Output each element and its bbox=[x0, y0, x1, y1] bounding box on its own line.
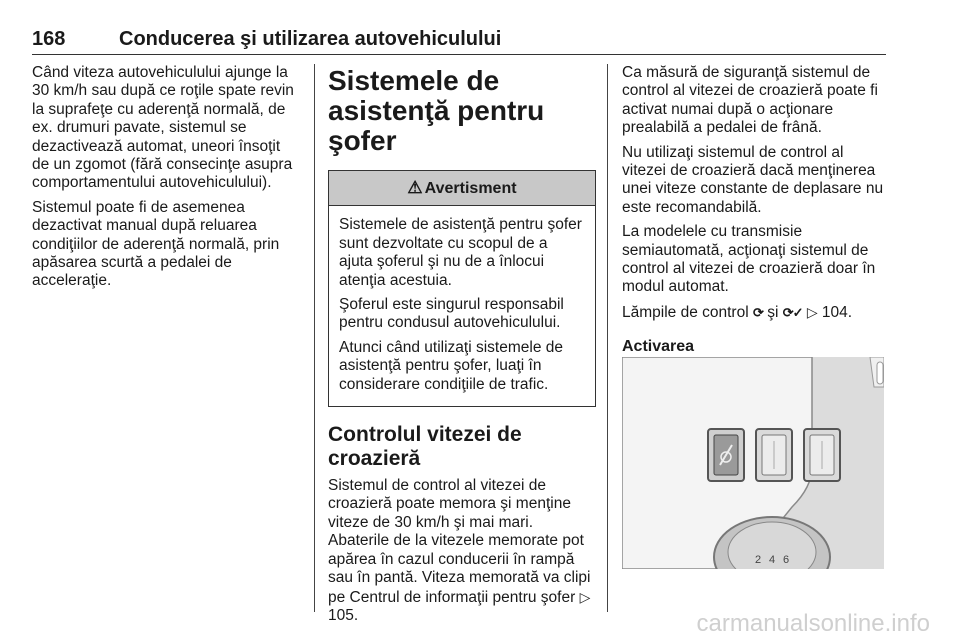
warning-triangle-icon: ⚠ bbox=[407, 178, 423, 197]
warning-paragraph: Sistemele de asistenţă pentru şofer sunt dezvoltate cu scopul de a ajuta şoferul şi nu de a înlocui atenţia acestuia. bbox=[339, 216, 582, 289]
conjunction: şi bbox=[767, 303, 779, 321]
gear-label: 2 bbox=[755, 554, 762, 566]
column-divider bbox=[607, 64, 608, 612]
watermark: carmanualsonline.info bbox=[696, 610, 930, 637]
paragraph bbox=[328, 532, 596, 625]
column-1 bbox=[32, 64, 300, 297]
cruise-control-lamp-icon: ⟳ bbox=[752, 304, 763, 320]
page-ref: 104. bbox=[821, 303, 853, 321]
section-title: Sistemele de asistenţă pentru şofer bbox=[328, 65, 545, 156]
dashboard-illustration bbox=[622, 357, 884, 569]
paragraph-text: Lămpile de control bbox=[622, 303, 749, 321]
page-header bbox=[32, 28, 886, 55]
switch-panel bbox=[708, 429, 840, 481]
warning-paragraph: Atunci când utilizaţi sistemele de asistenţă pentru şofer, luaţi în considerare condiţiile de trafic. bbox=[339, 338, 564, 393]
paragraph: Sistemul poate fi de asemenea dezactivat manual după reluarea condiţiilor de aderenţă normală, prin apăsarea scurtă a pedalei de acceleraţie. bbox=[32, 198, 280, 290]
subsection-title: Controlul vitezei de croazieră bbox=[328, 423, 522, 471]
warning-paragraph: Şoferul este singurul responsabil pentru condusul autovehiculului. bbox=[339, 296, 564, 332]
warning-title: Avertisment bbox=[424, 180, 517, 197]
paragraph-text: Abaterile de la vitezele memorate pot apărea în cazul conducerii în rampă sau în pantă. Viteza memorată va clipi pe Centrul de informaţii pentru şofer bbox=[328, 532, 591, 606]
paragraph: Nu utilizaţi sistemul de control al vitezei de croazieră dacă menţinerea unei viteze constante de deplasare nu este recomandabilă. bbox=[622, 143, 884, 216]
column-2 bbox=[328, 64, 596, 625]
warning-body bbox=[329, 206, 595, 406]
page-ref: 105. bbox=[328, 606, 359, 624]
subheading: Activarea bbox=[622, 338, 695, 356]
warning-box bbox=[328, 170, 596, 407]
dashboard-switches-figure bbox=[622, 357, 884, 569]
paragraph bbox=[622, 303, 888, 322]
paragraph: Sistemul de control al vitezei de croazieră poate memora şi menţine viteze de 30 km/h şi mai mari. bbox=[328, 477, 571, 531]
paragraph: Când viteza autovehiculului ajunge la 30 km/h sau după ce roţile spate revin la suprafeţe cu aderenţă normală, de ex. drumuri pavate, sistemul se dezactivează automat, uneori însoţit de un zgomot (fără consecinţe asupra comportamentului autovehiculului). bbox=[32, 64, 294, 192]
page-ref-icon: ▷ bbox=[806, 303, 818, 320]
gear-label: 4 bbox=[769, 554, 776, 566]
gear-label: 6 bbox=[783, 554, 790, 566]
cruise-control-active-lamp-icon: ⟳✓ bbox=[782, 304, 803, 320]
page-ref-icon: ▷ bbox=[579, 588, 591, 605]
chapter-title: Conducerea şi utilizarea autovehiculului bbox=[119, 28, 502, 50]
page-number: 168 bbox=[32, 28, 66, 50]
paragraph: Ca măsură de siguranţă sistemul de control al vitezei de croazieră poate fi activat numai după o acţionare prealabilă a pedalei de frână. bbox=[622, 64, 878, 137]
column-3 bbox=[622, 64, 888, 357]
warning-header bbox=[329, 171, 595, 206]
paragraph: La modelele cu transmisie semiautomată, acţionaţi sistemul de control al vitezei de croazieră doar în modul automat. bbox=[622, 223, 876, 296]
column-divider bbox=[314, 64, 315, 612]
